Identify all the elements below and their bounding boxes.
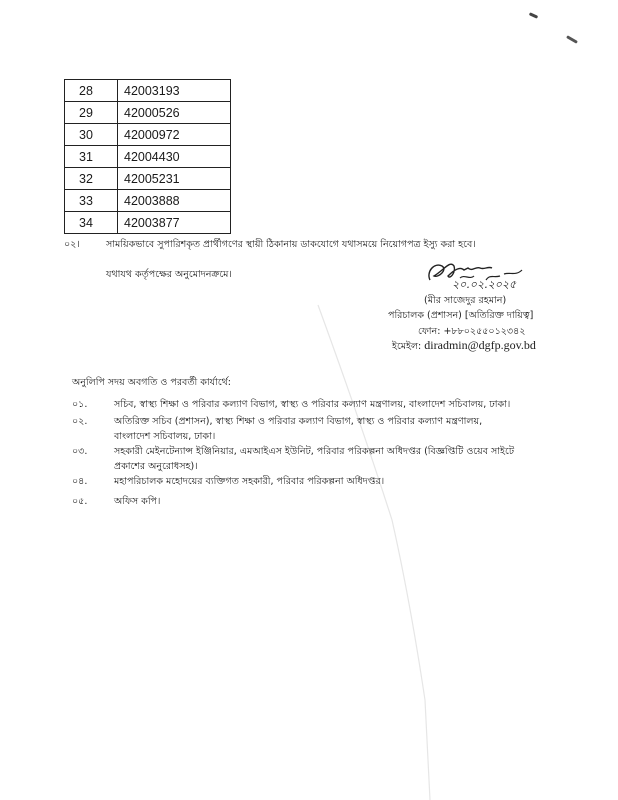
cc-item-text: সহকারী মেইনটেন্যান্স ইঞ্জিনিয়ার, এমআইএস ইউনিট, পরিবার পরিকল্পনা অধিদপ্তর (বিজ্ঞপ্তিটি ওয়েব সাইটে প্রকাশের অনুরোধসহ)। xyxy=(114,446,514,472)
table-row xyxy=(65,168,231,190)
signatory-name: (মীর সাজেদুর রহমান) xyxy=(424,295,507,306)
cc-item-number: ০২. xyxy=(72,416,88,427)
table-row xyxy=(65,190,231,212)
signatory-designation: পরিচালক (প্রশাসন) [অতিরিক্ত দায়িত্ব] xyxy=(388,310,534,321)
scan-mark xyxy=(566,35,578,44)
roll-cell: 42004430 xyxy=(118,146,231,168)
roll-cell: 42000972 xyxy=(118,124,231,146)
cc-item-number: ০৪. xyxy=(72,476,88,487)
serial-cell: 28 xyxy=(65,80,118,102)
serial-cell: 32 xyxy=(65,168,118,190)
table-row xyxy=(65,212,231,234)
cc-item-text: সচিব, স্বাস্থ্য শিক্ষা ও পরিবার কল্যাণ বিভাগ, স্বাস্থ্য ও পরিবার কল্যাণ মন্ত্রণালয়, বাংলাদেশ সচিবালয়, ঢাকা। xyxy=(114,399,511,410)
roll-cell: 42003193 xyxy=(118,80,231,102)
cc-item-number: ০৩. xyxy=(72,446,88,457)
serial-cell: 34 xyxy=(65,212,118,234)
approval-text: যথাযথ কর্তৃপক্ষের অনুমোদনক্রমে। xyxy=(106,269,232,280)
roll-number-table xyxy=(64,79,231,234)
table-row xyxy=(65,102,231,124)
para-text: সাময়িকভাবে সুপারিশকৃত প্রার্থীগণের স্থায়ী ঠিকানায় ডাকযোগে যথাসময়ে নিয়োগপত্র ইস্যু করা হবে। xyxy=(106,239,476,250)
serial-cell: 33 xyxy=(65,190,118,212)
table-row xyxy=(65,80,231,102)
serial-cell: 30 xyxy=(65,124,118,146)
cc-item-number: ০১. xyxy=(72,399,88,410)
roll-cell: 42000526 xyxy=(118,102,231,124)
signature-date: ২০.০২.২০২৫ xyxy=(452,278,517,291)
serial-cell: 31 xyxy=(65,146,118,168)
email-label: ইমেইল: xyxy=(392,341,422,352)
table-row xyxy=(65,124,231,146)
scan-mark xyxy=(529,12,538,19)
cc-heading: অনুলিপি সদয় অবগতি ও পরবর্তী কার্যার্থে: xyxy=(72,377,232,388)
roll-cell: 42005231 xyxy=(118,168,231,190)
table-row xyxy=(65,146,231,168)
cc-item-text: মহাপরিচালক মহোদয়ের ব্যক্তিগত সহকারী, পরিবার পরিকল্পনা অধিদপ্তর। xyxy=(114,476,385,487)
para-number: ০২। xyxy=(64,239,80,250)
cc-item-text: অফিস কপি। xyxy=(114,496,161,507)
roll-cell: 42003888 xyxy=(118,190,231,212)
roll-cell: 42003877 xyxy=(118,212,231,234)
signatory-phone: ফোন: +৮৮০২৫৫০১২৩৪২ xyxy=(418,326,526,337)
email-link[interactable]: diradmin@dgfp.gov.bd xyxy=(424,338,536,352)
cc-item-text: অতিরিক্ত সচিব (প্রশাসন), স্বাস্থ্য শিক্ষা ও পরিবার কল্যাণ বিভাগ, স্বাস্থ্য ও পরিবার কল্যাণ মন্ত্রণালয়, বাংলাদেশ সচিবালয়, ঢাকা। xyxy=(114,416,483,442)
signatory-email xyxy=(392,338,536,355)
serial-cell: 29 xyxy=(65,102,118,124)
cc-item-number: ০৫. xyxy=(72,496,88,507)
